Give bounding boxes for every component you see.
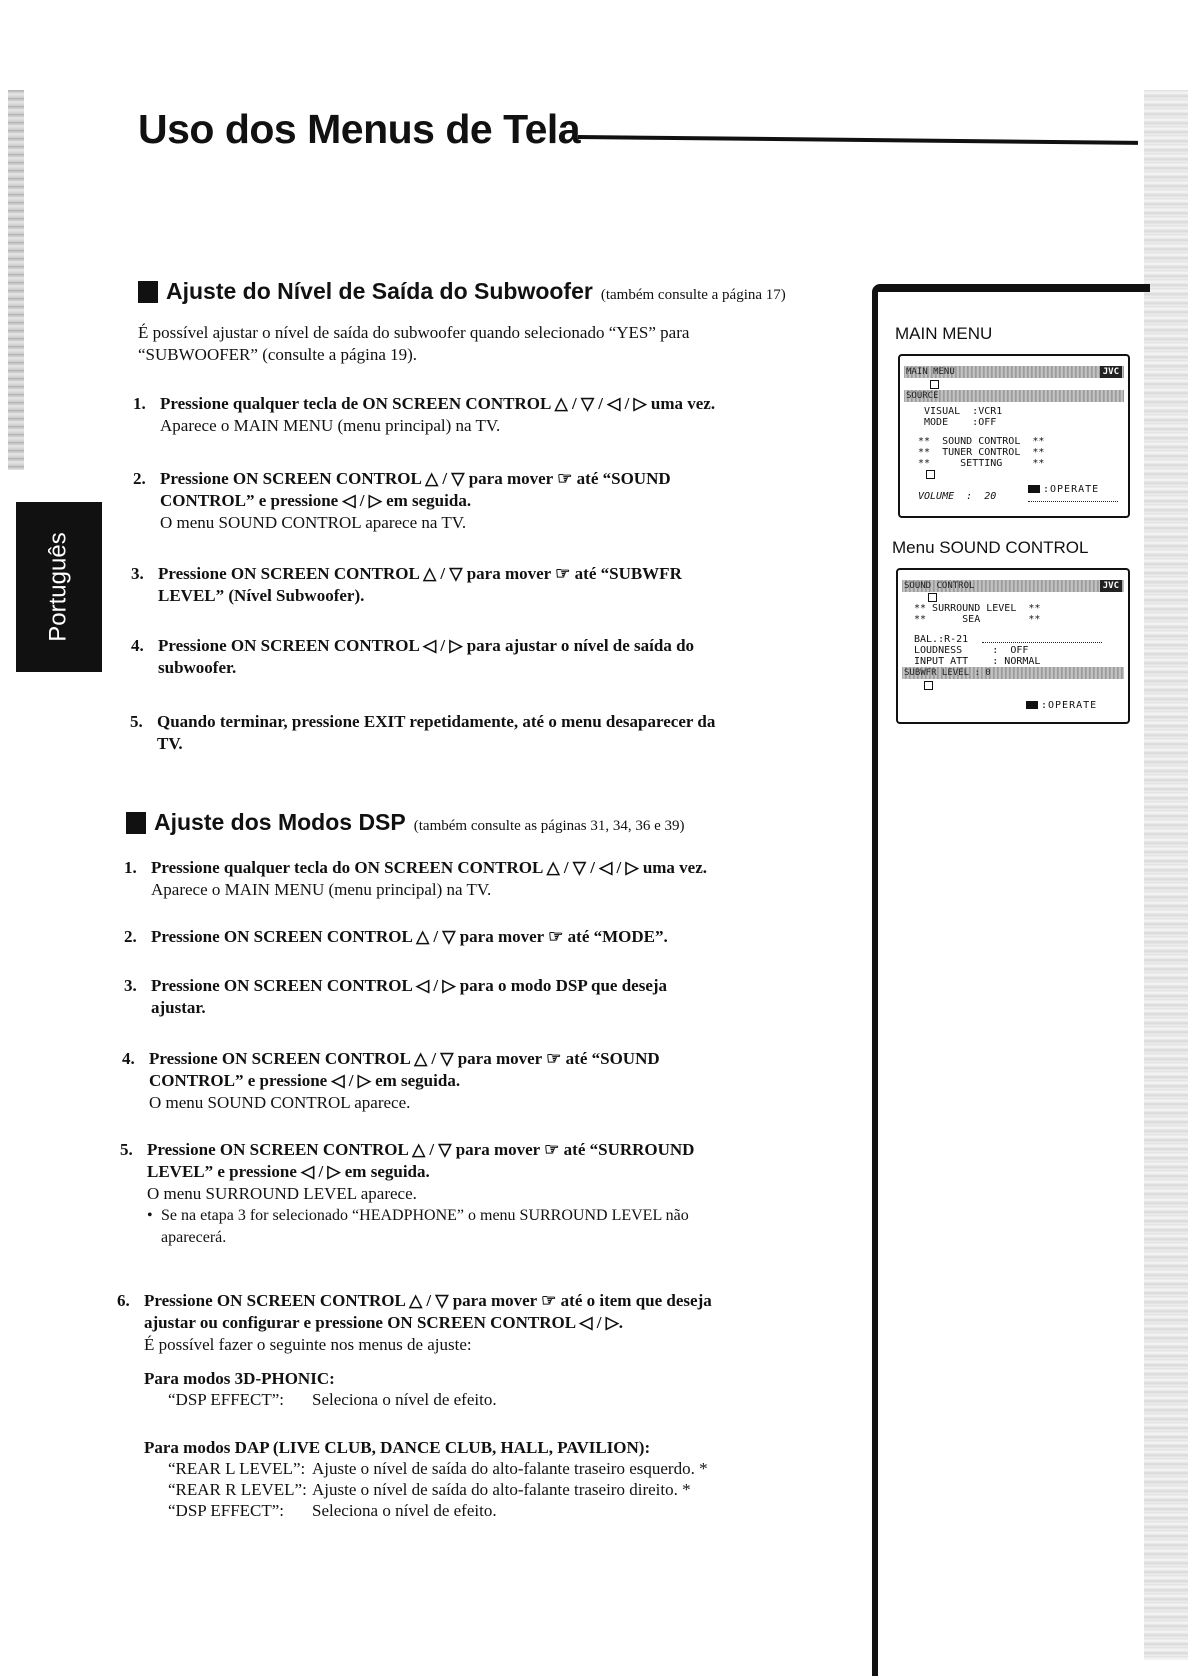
osd-line: ** SETTING ** (918, 458, 1045, 469)
main-menu-screen (898, 354, 1130, 518)
step-number: 2. (133, 469, 146, 488)
operate-text: :OPERATE (1041, 700, 1098, 711)
title-rule (578, 135, 1138, 145)
definition-row (144, 1389, 497, 1410)
square-bullet-icon (138, 281, 158, 303)
osd-line: VISUAL :VCR1 (918, 406, 1003, 417)
definition-row (144, 1500, 708, 1521)
step-item (117, 1290, 712, 1356)
definition-desc: Seleciona o nível de efeito. (312, 1390, 497, 1409)
section-heading-ref: (também consulte as páginas 31, 34, 36 e 39) (413, 818, 685, 834)
intro-line: “SUBWOOFER” (consulte a página 19). (138, 345, 418, 364)
page-title: Uso dos Menus de Tela (138, 106, 581, 152)
osd-line: LOUDNESS : OFF (914, 645, 1029, 656)
operate-text: :OPERATE (1043, 484, 1100, 495)
osd-line: ** TUNER CONTROL ** (918, 447, 1045, 458)
main-menu-title-bar (904, 366, 1124, 378)
step-number: 4. (122, 1049, 135, 1068)
subwfr-level-bar (902, 667, 1124, 679)
definition-desc: Seleciona o nível de efeito. (312, 1501, 497, 1520)
definition-row (144, 1458, 708, 1479)
definition-term: “REAR L LEVEL”: (168, 1459, 306, 1478)
osd-bar-text: SOURCE (906, 391, 939, 401)
step-text: TV. (157, 734, 183, 753)
language-tab-label: Português (45, 532, 72, 642)
step-text: Quando terminar, pressione EXIT repetidamente, até o menu desaparecer da (157, 712, 716, 731)
osd-line: ** SOUND CONTROL ** (918, 436, 1045, 447)
balance-dotted-bar (982, 642, 1102, 643)
step-text: Aparece o MAIN MENU (menu principal) na TV. (160, 416, 501, 435)
step-text: Pressione ON SCREEN CONTROL △ / ▽ para mover ☞ até “SOUND (160, 469, 671, 488)
sound-control-title-bar (902, 580, 1124, 592)
step-number: 3. (124, 976, 137, 995)
definition-term: “DSP EFFECT”: (168, 1501, 285, 1520)
step-item (124, 857, 707, 901)
jvc-logo: JVC (1100, 366, 1122, 378)
step-number: 1. (133, 394, 146, 413)
step-text: Aparece o MAIN MENU (menu principal) na TV. (151, 880, 492, 899)
main-menu-source-bar (904, 390, 1124, 402)
step-text: É possível fazer o seguinte nos menus de ajuste: (144, 1335, 472, 1354)
step-text: Pressione qualquer tecla de ON SCREEN CONTROL △ / ▽ / ◁ / ▷ uma vez. (160, 394, 716, 413)
volume-dotted-bar (1028, 501, 1118, 502)
mode-dap-heading: Para modos DAP (LIVE CLUB, DANCE CLUB, HALL, PAVILION): (144, 1438, 651, 1457)
operate-hint (1026, 700, 1097, 711)
note-text: Se na etapa 3 for selecionado “HEADPHONE” o menu SURROUND LEVEL não (161, 1207, 689, 1224)
osd-bar-text: SUBWFR LEVEL : 0 (904, 668, 991, 678)
osd-bar-text: SOUND CONTROL (904, 581, 975, 591)
step-number: 6. (117, 1291, 130, 1310)
cursor-marker-icon (928, 593, 937, 602)
section-heading-text: Ajuste dos Modos DSP (154, 809, 406, 835)
step-text: ajustar ou configurar e pressione ON SCREEN CONTROL ◁ / ▷. (144, 1313, 624, 1332)
bullet-dot-icon: • (147, 1207, 153, 1224)
step-text: LEVEL” (Nível Subwoofer). (158, 586, 365, 605)
mode-3d-list (144, 1368, 497, 1410)
osd-line: ** SEA ** (914, 614, 1041, 625)
operate-hint (1028, 484, 1099, 495)
step-number: 4. (131, 636, 144, 655)
sound-control-screen (896, 568, 1130, 724)
step-text: Pressione ON SCREEN CONTROL △ / ▽ para mover ☞ até “SURROUND (147, 1140, 695, 1159)
step-item (131, 635, 694, 679)
osd-line: MODE :OFF (918, 417, 997, 428)
step-text: O menu SURROUND LEVEL aparece. (147, 1184, 417, 1203)
page-edge-left (8, 90, 24, 470)
step-text: Pressione ON SCREEN CONTROL △ / ▽ para mover ☞ até “MODE”. (151, 927, 668, 946)
step-number: 2. (124, 927, 137, 946)
step-text: O menu SOUND CONTROL aparece. (149, 1093, 411, 1112)
square-bullet-icon (126, 812, 146, 834)
mode-dap-list (144, 1437, 708, 1521)
definition-desc: Ajuste o nível de saída do alto-falante traseiro esquerdo. * (312, 1459, 708, 1478)
section-heading-dsp (126, 809, 685, 836)
note-text: aparecerá. (161, 1229, 227, 1246)
step-text: subwoofer. (158, 658, 237, 677)
step-number: 3. (131, 564, 144, 583)
step-text: CONTROL” e pressione ◁ / ▷ em seguida. (149, 1071, 461, 1090)
remote-key-icon (1026, 701, 1038, 709)
main-menu-label: MAIN MENU (895, 324, 993, 343)
mode-3d-heading: Para modos 3D-PHONIC: (144, 1369, 335, 1388)
step-text: Pressione qualquer tecla do ON SCREEN CONTROL △ / ▽ / ◁ / ▷ uma vez. (151, 858, 708, 877)
language-tab (16, 502, 102, 672)
osd-line: INPUT ATT : NORMAL (914, 656, 1041, 667)
sound-control-label: Menu SOUND CONTROL (892, 538, 1089, 557)
step-number: 1. (124, 858, 137, 877)
step-note (147, 1205, 694, 1249)
cursor-marker-icon (924, 681, 933, 690)
page-edge-right (1144, 90, 1188, 1660)
section-heading-ref: (também consulte a página 17) (600, 287, 786, 303)
step-item (124, 926, 668, 948)
step-item (120, 1139, 694, 1249)
step-text: Pressione ON SCREEN CONTROL △ / ▽ para mover ☞ até “SOUND (149, 1049, 660, 1068)
step-text: O menu SOUND CONTROL aparece na TV. (160, 513, 467, 532)
cursor-marker-icon (926, 470, 935, 479)
intro-line: É possível ajustar o nível de saída do subwoofer quando selecionado “YES” para (138, 323, 690, 342)
remote-key-icon (1028, 485, 1040, 493)
step-item (122, 1048, 660, 1114)
osd-line: ** SURROUND LEVEL ** (914, 603, 1041, 614)
step-number: 5. (130, 712, 143, 731)
step-text: CONTROL” e pressione ◁ / ▷ em seguida. (160, 491, 472, 510)
step-item (130, 711, 715, 755)
definition-term: “REAR R LEVEL”: (168, 1480, 307, 1499)
step-item (133, 393, 715, 437)
step-text: LEVEL” e pressione ◁ / ▷ em seguida. (147, 1162, 430, 1181)
jvc-logo: JVC (1100, 580, 1122, 592)
step-text: Pressione ON SCREEN CONTROL ◁ / ▷ para ajustar o nível de saída do (158, 636, 695, 655)
definition-term: “DSP EFFECT”: (168, 1390, 285, 1409)
step-text: ajustar. (151, 998, 206, 1017)
step-item (133, 468, 671, 534)
section-heading-subwoofer (138, 278, 786, 305)
step-item (124, 975, 667, 1019)
definition-row (144, 1479, 708, 1500)
osd-line: BAL.:R-21 (914, 634, 969, 645)
step-number: 5. (120, 1140, 133, 1159)
step-text: Pressione ON SCREEN CONTROL △ / ▽ para mover ☞ até “SUBWFR (158, 564, 682, 583)
cursor-marker-icon (930, 380, 939, 389)
step-item (131, 563, 682, 607)
osd-volume: VOLUME : 20 (918, 491, 997, 502)
definition-desc: Ajuste o nível de saída do alto-falante traseiro direito. * (312, 1480, 691, 1499)
osd-bar-text: MAIN MENU (906, 367, 955, 377)
step-text: Pressione ON SCREEN CONTROL △ / ▽ para mover ☞ até o item que deseja (144, 1291, 712, 1310)
intro-paragraph (138, 322, 689, 366)
section-heading-text: Ajuste do Nível de Saída do Subwoofer (166, 278, 593, 304)
step-text: Pressione ON SCREEN CONTROL ◁ / ▷ para o modo DSP que deseja (151, 976, 668, 995)
